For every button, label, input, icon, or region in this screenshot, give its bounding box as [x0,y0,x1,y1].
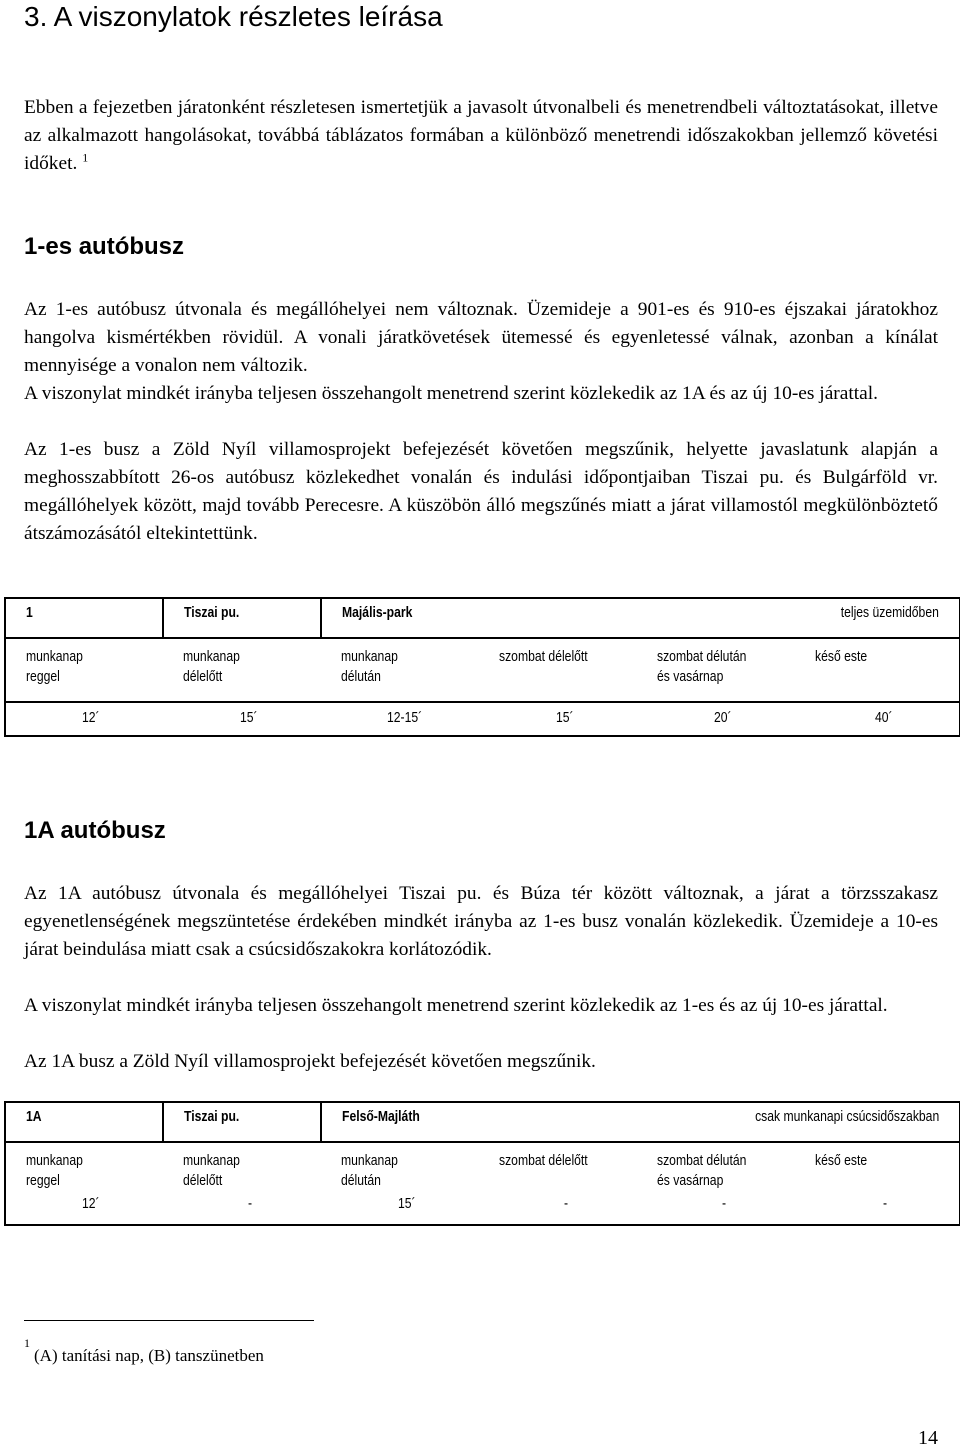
operating-period-note: csak munkanapi csúcsidőszakban [479,1102,960,1142]
period-label: szombat délelőtt [479,638,637,702]
timetable-header-row [5,598,960,638]
section2-paragraph-3: Az 1A busz a Zöld Nyíl villamosprojekt befejezését követően megszűnik. [24,1051,596,1072]
route-number: 1A [5,1102,163,1142]
timetable-route-1a [4,1101,960,1226]
route-terminus-to: Felső-Majláth [321,1102,479,1142]
headway-row [5,1191,960,1225]
period-label: munkanap délelőtt [163,1142,321,1191]
period-label-row [5,1142,960,1191]
timetable-header-row [5,1102,960,1142]
timetable-route-1 [4,597,960,737]
period-label-row [5,638,960,702]
route-terminus-from: Tiszai pu. [163,598,321,638]
period-label: szombat délután és vasárnap [637,638,795,702]
headway-value: 40´ [795,702,960,736]
route-number: 1 [5,598,163,638]
headway-value: 20´ [637,702,795,736]
section2-paragraph-1: Az 1A autóbusz útvonala és megállóhelyei Tiszai pu. és Búza tér között változnak, a járat a törzsszakasz egyenetlenségének megszüntetése érdekében mindkét irányba az 1-es busz vonalán közlekedik. Üzemideje a 10-es járat beindulása miatt csak a csúcsidőszakokra korlátozódik. [24,883,938,960]
section2-paragraph-2: A viszonylat mindkét irányba teljesen összehangolt menetrend szerint közlekedik az 1-es és az új 10-es járattal. [24,995,888,1016]
headway-value: - [163,1191,321,1225]
period-label: szombat délután és vasárnap [637,1142,795,1191]
intro-text: Ebben a fejezetben járatonként részletesen ismertetjük a javasolt útvonalbeli és menetrendbeli változtatásokat, illetve az alkalmazott hangolásokat, továbbá táblázatos formában a különböző menetrendi időszakokban jellemző követési időket. [24,97,938,174]
headway-value: 12´ [5,1191,163,1225]
section-title-1: 1-es autóbusz [24,233,185,260]
section1-paragraph-2: A viszonylat mindkét irányba teljesen összehangolt menetrend szerint közlekedik az 1A és az új 10-es járattal. [24,383,878,404]
operating-period-note: teljes üzemidőben [479,598,960,638]
footnote-separator [24,1320,314,1321]
headway-value: - [637,1191,795,1225]
chapter-heading: 3. A viszonylatok részletes leírása [24,1,443,32]
section1-paragraph-3: Az 1-es busz a Zöld Nyíl villamosprojekt befejezését követően megszűnik, helyette javaslatunk alapján a meghosszabbított 26-os autóbusz közlekedhet vonalán és indulási időpontjaiban Tiszai pu. és Bulgárföld vr. megállóhelyek között, majd tovább Perecesre. A küszöbön álló megszűnés miatt a járat villamostól megkülönböztető átszámozásától eltekintettünk. [24,439,938,544]
route-terminus-from: Tiszai pu. [163,1102,321,1142]
period-label: munkanap reggel [5,638,163,702]
headway-value: 12-15´ [321,702,479,736]
period-label: munkanap délután [321,638,479,702]
headway-row [5,702,960,736]
footnote-reference[interactable]: 1 [82,150,89,165]
period-label: munkanap délután [321,1142,479,1191]
section-title-2: 1A autóbusz [24,817,166,844]
period-label: munkanap délelőtt [163,638,321,702]
page-number: 14 [918,1427,938,1449]
period-label: szombat délelőtt [479,1142,637,1191]
footnote-text: (A) tanítási nap, (B) tanszünetben [34,1346,264,1365]
period-label: késő este [795,638,960,702]
headway-value: 15´ [321,1191,479,1225]
footnote-mark: 1 [24,1336,30,1350]
headway-value: - [479,1191,637,1225]
headway-value: - [795,1191,960,1225]
headway-value: 15´ [479,702,637,736]
headway-value: 15´ [163,702,321,736]
section1-paragraph-1: Az 1-es autóbusz útvonala és megállóhelyei nem változnak. Üzemideje a 901-es és 910-es éjszakai járatokhoz hangolva kismértékben rövidül. A vonali járatkövetések ütemessé és egyenletessé válnak, azonban a kínálat mennyisége a vonalon nem változik. [24,299,938,376]
headway-value: 12´ [5,702,163,736]
route-terminus-to: Majális-park [321,598,479,638]
period-label: késő este [795,1142,960,1191]
intro-paragraph [24,94,938,178]
footnote [24,1326,264,1373]
period-label: munkanap reggel [5,1142,163,1191]
